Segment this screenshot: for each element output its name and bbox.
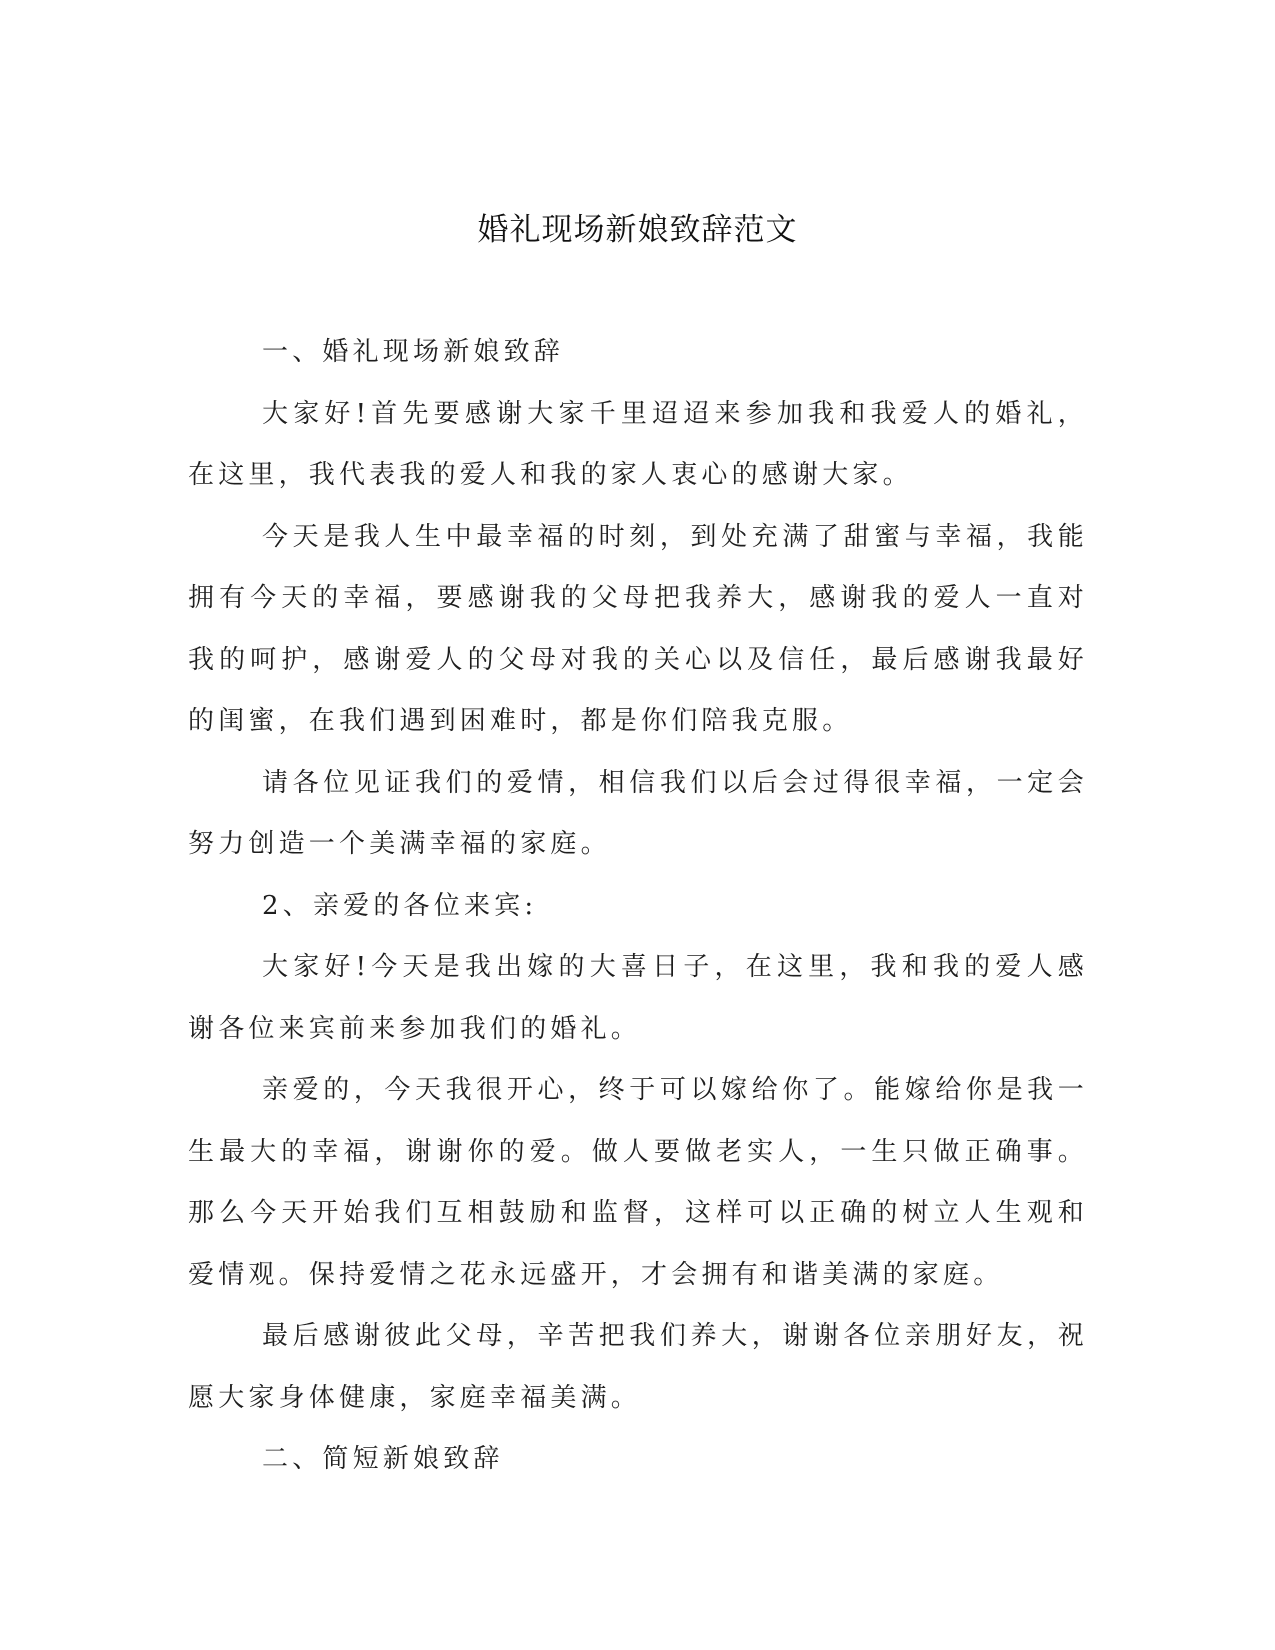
section-heading-2: 二、简短新娘致辞 — [262, 1444, 504, 1474]
paragraph: 大家好!今天是我出嫁的大喜日子，在这里，我和我的爱人感谢各位来宾前来参加我们的婚礼。 — [188, 952, 1088, 1044]
paragraph: 最后感谢彼此父母，辛苦把我们养大，谢谢各位亲朋好友，祝愿大家身体健康，家庭幸福美满。 — [188, 1321, 1088, 1413]
paragraph: 大家好!首先要感谢大家千里迢迢来参加我和我爱人的婚礼，在这里，我代表我的爱人和我的家人衷心的感谢大家。 — [188, 398, 1088, 490]
document-body — [188, 322, 1088, 1491]
paragraph: 请各位见证我们的爱情，相信我们以后会过得很幸福，一定会努力创造一个美满幸福的家庭。 — [188, 767, 1088, 859]
document-title: 婚礼现场新娘致辞范文 — [477, 212, 798, 248]
section-heading-1: 一、婚礼现场新娘致辞 — [262, 337, 565, 367]
paragraph: 亲爱的，今天我很开心，终于可以嫁给你了。能嫁给你是我一生最大的幸福，谢谢你的爱。做人要做老实人，一生只做正确事。那么今天开始我们互相鼓励和监督，这样可以正确的树立人生观和爱情观。保持爱情之花永远盛开，才会拥有和谐美满的家庭。 — [188, 1075, 1088, 1290]
subsection-heading-2: 2、亲爱的各位来宾: — [262, 890, 538, 921]
paragraph: 今天是我人生中最幸福的时刻，到处充满了甜蜜与幸福，我能拥有今天的幸福，要感谢我的父母把我养大，感谢我的爱人一直对我的呵护，感谢爱人的父母对我的关心以及信任，最后感谢我最好的闺蜜，在我们遇到困难时，都是你们陪我克服。 — [188, 521, 1088, 736]
